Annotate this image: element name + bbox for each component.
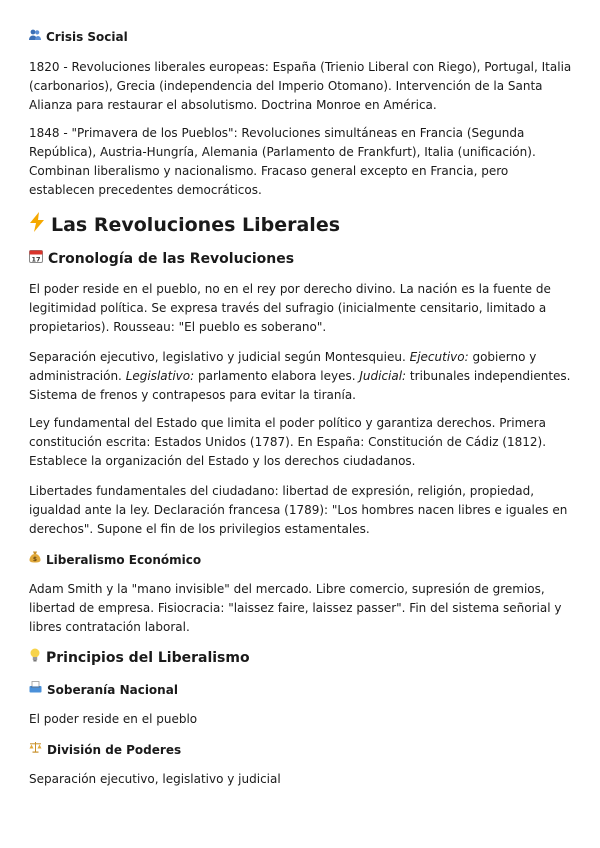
crisis-heading xyxy=(29,29,574,45)
constitucion-paragraph: Ley fundamental del Estado que limita el poder político y garantiza derechos. Primera constitución escrita: Estados Unidos (1787). En España: Constitución de Cádiz (1812). Establece la organización del Estado y los derechos ciudadanos. xyxy=(29,416,547,468)
scales-icon xyxy=(29,741,42,758)
soberania-summary: El poder reside en el pueblo xyxy=(29,712,198,726)
judicial-label: Judicial: xyxy=(359,369,407,383)
division-intro: Separación ejecutivo, legislativo y judicial según Montesquieu. xyxy=(29,350,410,364)
lightbulb-icon xyxy=(29,648,41,668)
soberania-heading-text: Soberanía Nacional xyxy=(47,682,178,697)
svg-text:17: 17 xyxy=(31,255,41,263)
principios-heading xyxy=(29,648,574,668)
calendar-icon xyxy=(29,249,43,269)
crisis-1848-paragraph: 1848 - "Primavera de los Pueblos": Revoluciones simultáneas en Francia (Segunda República), Austria-Hungría, Alemania (Parlamento de Frankfurt), Italia (unificación). Combinan liberalismo y nacionalismo. Fracaso general excepto en Francia, pero establecen precedentes democráticos. xyxy=(29,126,536,197)
principios-heading-text: Principios del Liberalismo xyxy=(46,650,250,666)
division-summary: Separación ejecutivo, legislativo y judicial xyxy=(29,772,281,786)
division-heading-text: División de Poderes xyxy=(47,742,182,757)
economico-heading xyxy=(29,551,574,568)
crisis-heading-text: Crisis Social xyxy=(46,30,128,44)
division-paragraph xyxy=(29,348,574,405)
legislativo-text: parlamento elabora leyes. xyxy=(194,369,360,383)
ballot-icon xyxy=(29,681,42,698)
revoluciones-title-text: Las Revoluciones Liberales xyxy=(51,214,341,236)
legislativo-label: Legislativo: xyxy=(125,369,195,383)
people-icon xyxy=(29,29,41,45)
revoluciones-title xyxy=(29,212,574,238)
lightning-icon xyxy=(29,212,45,238)
ejecutivo-label: Ejecutivo: xyxy=(409,350,469,364)
soberania-paragraph: El poder reside en el pueblo, no en el rey por derecho divino. La nación es la fuente de legitimidad política. Se expresa través del sufragio (inicialmente censitario, limitado a propietarios). Rousseau: "El pueblo es soberano". xyxy=(29,282,551,334)
judicial-text: tribunales independientes. Sistema de frenos y contrapesos para evitar la tiranía. xyxy=(29,369,571,402)
cronologia-heading xyxy=(29,249,574,269)
cronologia-heading-text: Cronología de las Revoluciones xyxy=(48,251,295,267)
economico-heading-text: Liberalismo Económico xyxy=(46,552,202,567)
crisis-1820-paragraph: 1820 - Revoluciones liberales europeas: España (Trienio Liberal con Riego), Portugal, Italia (carbonarios), Grecia (independencia del Imperio Otomano). Intervención de la Santa Alianza para restaurar el absolutismo. Doctrina Monroe en América. xyxy=(29,60,572,112)
soberania-heading xyxy=(29,681,574,698)
ejecutivo-text: gobierno y administración. xyxy=(29,350,537,383)
money-bag-icon xyxy=(29,551,41,568)
libertades-paragraph: Libertades fundamentales del ciudadano: libertad de expresión, religión, propiedad, igualdad ante la ley. Declaración francesa (1789): "Los hombres nacen libres e iguales en derechos". Supone el fin de los privilegios estamentales. xyxy=(29,484,568,536)
svg-text:$: $ xyxy=(32,556,38,563)
economico-paragraph: Adam Smith y la "mano invisible" del mercado. Libre comercio, supresión de gremios, libertad de empresa. Fisiocracia: "laissez faire, laissez passer". Fin del sistema señorial y libres contratación laboral. xyxy=(29,582,562,634)
division-heading xyxy=(29,741,574,758)
